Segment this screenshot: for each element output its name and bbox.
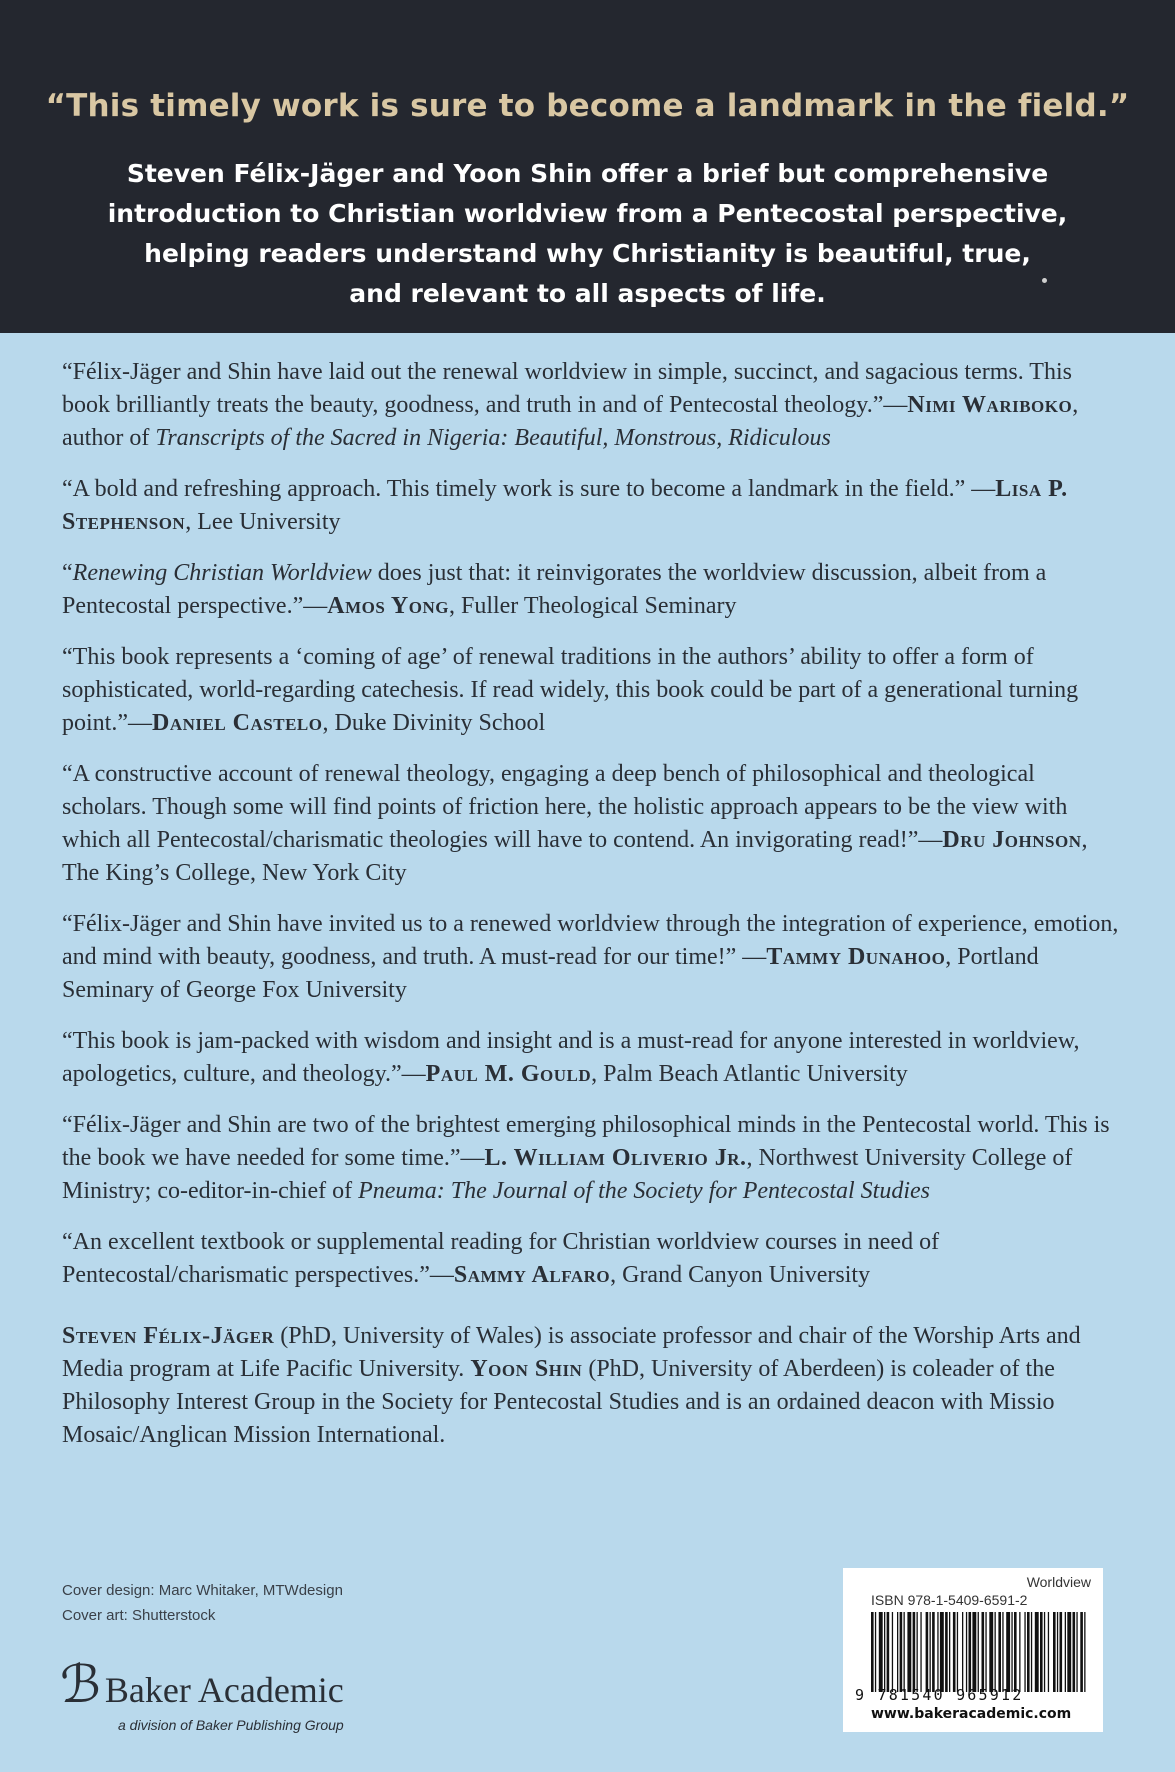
endorsement-text: does just that: it reinvigorates the worldview discussion, albeit from a Pentecostal perspective.”— bbox=[62, 560, 1047, 619]
barcode-box bbox=[843, 1568, 1103, 1732]
barcode-icon bbox=[869, 1612, 1089, 1692]
cover-design-credit: Cover design: Marc Whitaker, MTWdesign bbox=[62, 1582, 343, 1599]
headline-quote: “This timely work is sure to become a landmark in the field.” bbox=[45, 88, 1130, 124]
decorative-dot bbox=[1042, 278, 1047, 283]
endorsement-text: “Félix-Jäger and Shin have laid out the renewal worldview in simple, succinct, and sagacious terms. This book brilliantly treats the beauty, goodness, and truth in and of Pentecostal theology.”— bbox=[62, 359, 1072, 418]
endorsement-text: “Félix-Jäger and Shin have invited us to a renewed worldview through the integration of experience, emotion, and mind with beauty, goodness, and truth. A must-read for our time!” — bbox=[62, 911, 1119, 970]
endorsement-text: “A constructive account of renewal theology, engaging a deep bench of philosophical and theological scholars. Though some will find points of friction here, the holistic approach appears to be the view with which all Pentecostal/charismatic theologies will have to contend. An invigorating read!”— bbox=[62, 761, 1068, 853]
endorser-name: Nimi Wariboko bbox=[907, 392, 1073, 418]
barcode-digits: 9 781540 965912 bbox=[855, 1686, 1024, 1704]
endorsement-text: “ bbox=[62, 560, 73, 586]
endorsement-castelo bbox=[62, 641, 1122, 740]
cover-credits bbox=[62, 1578, 343, 1628]
author-bio-text: (PhD, University of Wales) is associate professor and chair of the Worship Arts and Media program at Life Pacific University. bbox=[62, 1323, 1081, 1382]
blurb-line: and relevant to all aspects of life. bbox=[349, 279, 826, 308]
publisher-url: www.bakeracademic.com bbox=[871, 1706, 1072, 1722]
endorser-name: Tammy Dunahoo bbox=[766, 944, 946, 970]
author-bio-text: (PhD, University of Aberdeen) is coleader of the Philosophy Interest Group in the Society for Pentecostal Studies and is an ordained deacon with Missio Mosaic/Anglican Mission International. bbox=[62, 1356, 1055, 1448]
endorsement-gould bbox=[62, 1025, 1122, 1091]
endorser-affiliation: , Lee University bbox=[185, 509, 341, 535]
endorsements bbox=[62, 356, 1122, 1476]
endorsement-text: “This book is jam-packed with wisdom and insight and is a must-read for anyone interested in worldview, apologetics, culture, and theology.”— bbox=[62, 1028, 1080, 1087]
endorser-affiliation: , author of bbox=[62, 392, 1079, 451]
endorser-affiliation: , Grand Canyon University bbox=[610, 1262, 871, 1288]
blurb-line: introduction to Christian worldview from a Pentecostal perspective, bbox=[107, 199, 1068, 228]
isbn-label: ISBN 978-1-5409-6591-2 bbox=[871, 1592, 1028, 1608]
author-name: Steven Félix-Jäger bbox=[62, 1323, 275, 1349]
endorser-affiliation: , Fuller Theological Seminary bbox=[448, 593, 737, 619]
endorser-name: Paul M. Gould bbox=[425, 1061, 592, 1087]
blurb-line: helping readers understand why Christianity is beautiful, true, bbox=[144, 239, 1031, 268]
journal-title: Pneuma: The Journal of the Society for Pentecostal Studies bbox=[358, 1178, 930, 1204]
blurb bbox=[88, 154, 1088, 314]
endorsement-johnson bbox=[62, 758, 1122, 890]
endorsement-text: “This book represents a ‘coming of age’ of renewal traditions in the authors’ ability to offer a form of sophisticated, world-regarding catechesis. If read widely, this book could be part of a generational turning point.”— bbox=[62, 644, 1079, 736]
endorser-name: Amos Yong bbox=[327, 593, 449, 619]
cover-art-credit: Cover art: Shutterstock bbox=[62, 1607, 216, 1624]
publisher-name: Baker Academic bbox=[104, 1670, 344, 1710]
top-band bbox=[0, 0, 1175, 333]
publisher-mark-icon: ℬ bbox=[60, 1657, 101, 1714]
endorsement-text: “An excellent textbook or supplemental reading for Christian worldview courses in need of Pentecostal/charismatic perspectives.”— bbox=[62, 1229, 940, 1288]
category-label: Worldview bbox=[1026, 1574, 1091, 1590]
endorsement-wariboko bbox=[62, 356, 1122, 455]
publisher-logo bbox=[60, 1657, 344, 1714]
endorser-name: Lisa P. Stephenson bbox=[62, 476, 1068, 535]
endorser-affiliation: , Palm Beach Atlantic University bbox=[591, 1061, 908, 1087]
endorser-name: Daniel Castelo bbox=[152, 710, 323, 736]
endorser-affiliation: , Duke Divinity School bbox=[322, 710, 546, 736]
endorser-affiliation: , Northwest University College of Ministry; co-editor-in-chief of bbox=[62, 1145, 1073, 1204]
endorsement-oliverio bbox=[62, 1109, 1122, 1208]
endorsement-alfaro bbox=[62, 1226, 1122, 1292]
endorsement-yong bbox=[62, 557, 1122, 623]
endorser-name: Dru Johnson bbox=[942, 827, 1082, 853]
book-title: Renewing Christian Worldview bbox=[72, 560, 372, 586]
author-bio bbox=[62, 1320, 1122, 1452]
endorsement-text: “A bold and refreshing approach. This timely work is sure to become a landmark in the field.” — bbox=[62, 476, 996, 502]
blurb-line: Steven Félix-Jäger and Yoon Shin offer a brief but comprehensive bbox=[126, 159, 1049, 188]
endorser-name: Sammy Alfaro bbox=[453, 1262, 611, 1288]
author-name: Yoon Shin bbox=[470, 1356, 583, 1382]
endorsement-text: “Félix-Jäger and Shin are two of the brightest emerging philosophical minds in the Pentecostal world. This is the book we have needed for some time.”— bbox=[62, 1112, 1110, 1171]
publisher-tagline: a division of Baker Publishing Group bbox=[118, 1717, 344, 1733]
endorser-affiliation: , The King’s College, New York City bbox=[62, 827, 1088, 886]
endorsement-dunahoo bbox=[62, 908, 1122, 1007]
book-title: Transcripts of the Sacred in Nigeria: Beautiful, Monstrous, Ridiculous bbox=[155, 425, 831, 451]
endorsement-stephenson bbox=[62, 473, 1122, 539]
endorser-affiliation: , Portland Seminary of George Fox University bbox=[62, 944, 1039, 1003]
endorser-name: L. William Oliverio Jr. bbox=[484, 1145, 747, 1171]
